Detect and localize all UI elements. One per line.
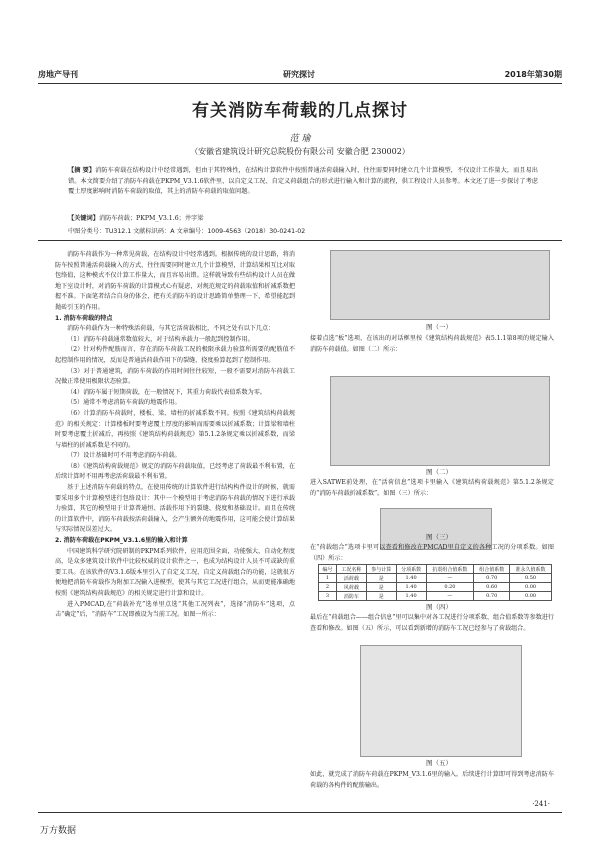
figure-4-caption: 图（四） — [426, 603, 452, 611]
body-paragraph: 进入PMCAD,在“荷载补充”选单里点选“其他工况列表”，选择“消防车”选项，点击“确定”后，“消防车”工况即被设为当前工况。如图一所示： — [55, 600, 295, 619]
abstract-text: 消防车荷载在结构设计中经常遇到，但由于其特殊性，在结构计算软件中按照普通活荷载输入时，往往需要同时建立几个计算模型，不仅设计工作量大，而且易出错。本文简要介绍了消防车荷载在PKPM_V3.1.6软件里，以自定义工况、自定义荷载组合的形式进行输入和计算的流程，供工程设计人员参考。本文还了进一步探讨了考虑覆土厚度影响时消防车荷载的取值，其上的消防车荷载的取值问题。 — [68, 167, 538, 195]
body-paragraph: （8）《建筑结构荷载规范》规定的消防车荷载取值，已经考虑了荷载最不利布置，在后续计算时不用再考虑活荷载最不利布置。 — [55, 462, 295, 481]
table-cell: 活荷载 — [336, 574, 366, 583]
footer-rule — [38, 812, 562, 813]
section-heading: 2. 消防车荷载在PKPM_V3.1.6里的输入和计算 — [55, 537, 188, 545]
table-cell: 0.70 — [474, 592, 510, 601]
table-cell: 1 — [319, 574, 337, 583]
body-paragraph: 中国建筑科学研究院研制的PKPM系列软件，应用范围全面，功能强大，自动化程度高，是众多建筑设计软件中比较权威的设计软件之一，也成为结构设计人员不可或缺的重要工具。在该软件的V3.1.6版本里引入了自定义工况、自定义荷载组合的功能，这就很方便地把消防车荷载作为附加工况输入进模型，使其与其它工况进行组合，从而更能准确地按照《建筑结构荷载规范》的相关规定进行计算和设计。 — [55, 547, 295, 597]
table-cell: 1.40 — [396, 592, 426, 601]
page-number: ·241· — [532, 800, 550, 808]
body-paragraph: （5）通常不考虑消防车荷载的地震作用。 — [67, 399, 181, 407]
abstract-rule — [38, 240, 562, 241]
body-paragraph: （2）针对构件配筋而言，存在消防车荷载工况的极限承载力验算所需要的配筋值不起控制作用的情况，反而是普通活荷载作用下的裂缝、挠度验算起到了控制作用。 — [55, 346, 295, 364]
figure-2-caption: 图（二） — [426, 468, 452, 476]
right-para-5: 如此，就完成了消防车荷载在PKPM_V3.1.6里的输入。后续进行计算即可得到考虑消防车荷载的各构件的配筋输出。 — [310, 771, 554, 789]
abstract — [68, 166, 538, 198]
body-paragraph: 基于上述消防车荷载的特点，在使用传统的计算软件进行结构构件设计的时候，就需要采用多个计算模型进行包络设计：其中一个模型用于考虑消防车荷载的情况下进行承载力验算，其它的模型用于计算普通恒、活载作用下的裂缝、挠度和基础设计。而且在传统的计算软件中，消防车荷载按活荷载输入，会产生额外的地震作用，这可能会使计算结果与实际情况误差过大。 — [55, 484, 295, 534]
left-column — [55, 250, 295, 621]
figure-2-image — [330, 376, 550, 466]
table-cell: 1.40 — [396, 574, 426, 583]
figure-1-caption: 图（一） — [426, 323, 452, 331]
table-header-row — [319, 565, 552, 574]
table-header-cell: 组合值系数 — [474, 565, 510, 574]
body-paragraph: 消防车荷载作为一种常见荷载，在结构设计中经常遇到。根据传统的设计思路，将消防车按照普通活荷载输入的方式，往往需要同时建立几个计算模型，计算结果相互比对取包络值，这种模式不仅计算工作量大，而且容易出错。这样就导致有些结构设计人员在做地下室设计时，对消防车荷载的计算模式心有疑虑，对规范规定的荷载取值和折减系数把握不准。下面笔者结合自身的体会，把有关消防车的设计思路简单整理一下，希望能起到抛砖引玉的作用。 — [55, 251, 295, 311]
section-name: 研究探讨 — [283, 70, 315, 79]
right-para-2: 进入SATWE前处理，在“活荷信息”选项卡里输入《建筑结构荷载规范》第5.1.2条规定的“消防车荷载折减系数”。如图（三）所示： — [310, 479, 554, 497]
abstract-label: 【摘 要】 — [68, 167, 96, 174]
table-header-cell: 准永久值系数 — [510, 565, 552, 574]
table-cell: 0.50 — [510, 574, 552, 583]
running-header — [38, 68, 562, 82]
table-cell: 是 — [366, 574, 396, 583]
right-para-1: 接着点选“板”选项，在该出的对话框里按《建筑结构荷载规范》表5.1.1第8项的规定输入消防车荷载值。如图（二）所示： — [310, 335, 554, 353]
affiliation: （安徽省建筑设计研究总院股份有限公司 安徽合肥 230002） — [190, 147, 410, 156]
figure-4-table — [318, 564, 552, 601]
body-paragraph: （3）对于普通建筑，消防车荷载的作用时间往往较短，一般不需要对消防车荷载工况做正常使用极限状态验算。 — [55, 367, 295, 386]
body-paragraph: （7）设计基础时可不用考虑消防车荷载。 — [67, 452, 181, 460]
journal-name: 房地产导刊 — [38, 70, 78, 79]
table-header-cell: 编号 — [319, 565, 337, 574]
body-paragraph: （4）消防车属于短期荷载，在一般情况下，其重力荷载代表值系数为零。 — [67, 388, 266, 396]
body-paragraph: （1）消防车荷载通常数值较大，对于结构承载力一般起到控制作用。 — [67, 335, 254, 343]
table-cell: 消防车 — [336, 592, 366, 601]
figure-1-image — [330, 250, 550, 320]
author: 范 瑜 — [289, 134, 311, 144]
body-paragraph: 消防车荷载作为一种特殊活荷载，与其它活荷载相比，不同之处有以下几点： — [67, 325, 275, 333]
classification: 中图分类号：TU312.1 文献标识码：A 文章编号：1009-4563（2018）30-0241-02 — [68, 228, 306, 235]
table-cell: — — [426, 592, 474, 601]
table-cell: 风荷载 — [336, 583, 366, 592]
table-cell: — — [426, 574, 474, 583]
table-header-cell: 参与计算 — [366, 565, 396, 574]
section-heading: 1. 消防车荷载的特点 — [55, 314, 113, 322]
body-paragraph: （6）计算消防车荷载时，楼板、梁、墙柱的折减系数不同。按照《建筑结构荷载规范》的相关规定：计算楼板时要考虑覆土厚度的影响而需要乘以折减系数；计算梁和墙柱时要考虑覆土折减后，再按照《建筑结构荷载规范》第5.1.2条规定乘以折减系数，而梁与墙柱的折减系数是不同的。 — [55, 409, 295, 449]
table-cell: 3 — [319, 592, 337, 601]
table-cell: 0.00 — [510, 592, 552, 601]
table-header-cell: 工况名称 — [336, 565, 366, 574]
figure-5-caption: 图（五） — [426, 759, 452, 767]
table-cell: 是 — [366, 583, 396, 592]
table-header-cell: 分项系数 — [396, 565, 426, 574]
right-para-3: 在“荷载组合”选项卡里可以查看和修改在PMCAD里自定义的各种工况的分项系数。如图（四）所示： — [310, 544, 554, 562]
table-cell: 2 — [319, 583, 337, 592]
table-cell: 0.20 — [426, 583, 474, 592]
table-cell: 0.00 — [510, 583, 552, 592]
table-cell: 1.40 — [396, 583, 426, 592]
table-row — [319, 583, 552, 592]
figure-3-caption: 图（三） — [426, 533, 452, 541]
article-title: 有关消防车荷载的几点探讨 — [192, 101, 408, 121]
table-row — [319, 592, 552, 601]
header-rule — [38, 83, 562, 84]
table-cell: 0.70 — [474, 574, 510, 583]
footer-watermark: 万方数据 — [40, 826, 77, 836]
table-cell: 0.60 — [474, 583, 510, 592]
right-para-4: 最后在“荷载组合——组合信息”里可以集中对各工况进行分项系数、组合值系数等参数进行查看和修改。如图（五）所示，可以看到新增的消防车工况已经参与了荷载组合。 — [310, 614, 554, 632]
figure-5-image — [360, 645, 522, 757]
keywords-text: 消防车荷载；PKPM_V3.1.6；井字梁 — [98, 215, 204, 222]
keywords-label: 【关键词】 — [68, 215, 99, 222]
keywords — [68, 213, 203, 222]
issue-number: 2018年第30期 — [504, 70, 562, 79]
table-row — [319, 574, 552, 583]
table-cell: 是 — [366, 592, 396, 601]
table-header-cell: 抗震组合值系数 — [426, 565, 474, 574]
